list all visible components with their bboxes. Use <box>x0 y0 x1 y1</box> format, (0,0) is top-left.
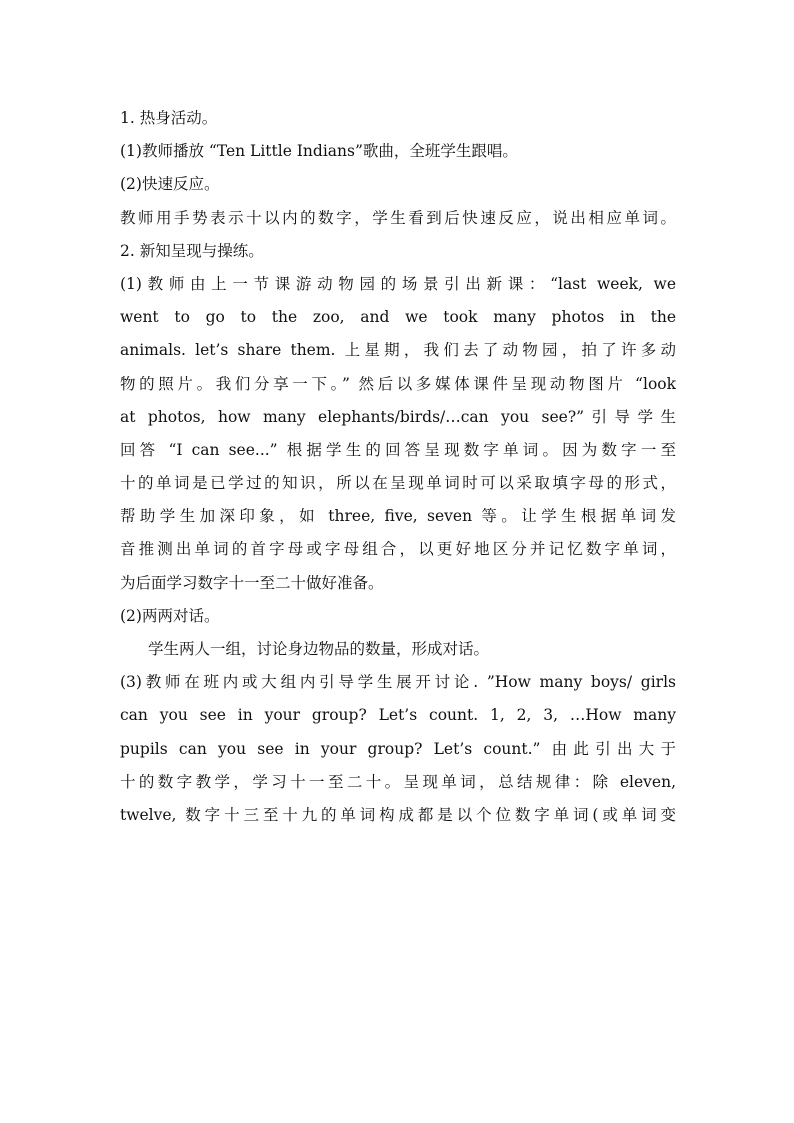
paragraph-line: 帮助学生加深印象，如 three, five, seven 等。让学生根据单词发 <box>120 507 676 526</box>
paragraph-line: animals. let’s share them. 上星期，我们去了动物园，拍了许多动 <box>120 341 676 360</box>
paragraph-line: (2)快速反应。 <box>120 175 220 194</box>
paragraph-line: twelve, 数字十三至十九的单词构成都是以个位数字单词(或单词变 <box>120 805 676 824</box>
paragraph-line: (2)两两对话。 <box>120 606 220 625</box>
heading-new-knowledge: 2. 新知呈现与操练。 <box>120 241 264 260</box>
paragraph-line: 教师用手势表示十以内的数字，学生看到后快速反应，说出相应单词。 <box>120 208 676 227</box>
paragraph-line: 物的照片。我们分享一下。” 然后以多媒体课件呈现动物图片 “look <box>120 374 676 393</box>
paragraph-line: 为后面学习数字十一至二十做好准备。 <box>120 573 384 592</box>
paragraph-line: at photos, how many elephants/birds/…can you see?”引导学生 <box>120 407 676 426</box>
paragraph-line: 学生两人一组，讨论身边物品的数量，形成对话。 <box>148 640 490 658</box>
paragraph-line: 十的数字教学，学习十一至二十。呈现单词，总结规律：除 eleven, <box>120 772 676 791</box>
paragraph-line: 音推测出单词的首字母或字母组合，以更好地区分并记忆数字单词， <box>120 540 676 559</box>
paragraph-line: can you see in your group? Let’s count. 1, 2, 3, …How many <box>120 706 676 725</box>
paragraph-line: (1)教师播放 “Ten Little Indians”歌曲，全班学生跟唱。 <box>120 142 518 161</box>
heading-warmup: 1. 热身活动。 <box>120 109 218 127</box>
paragraph-line: went to go to the zoo, and we took many photos in the <box>120 308 676 327</box>
paragraph-line: (3)教师在班内或大组内引导学生展开讨论. ”How many boys/ girls <box>120 673 676 692</box>
paragraph-line: 回答 “I can see...” 根据学生的回答呈现数字单词。因为数字一至 <box>120 440 676 459</box>
paragraph-line: 十的单词是已学过的知识，所以在呈现单词时可以采取填字母的形式， <box>120 474 676 493</box>
document-body <box>120 102 676 832</box>
paragraph-line: (1)教师由上一节课游动物园的场景引出新课：“last week, we <box>120 274 676 293</box>
paragraph-line: pupils can you see in your group? Let’s count.” 由此引出大于 <box>120 739 676 758</box>
